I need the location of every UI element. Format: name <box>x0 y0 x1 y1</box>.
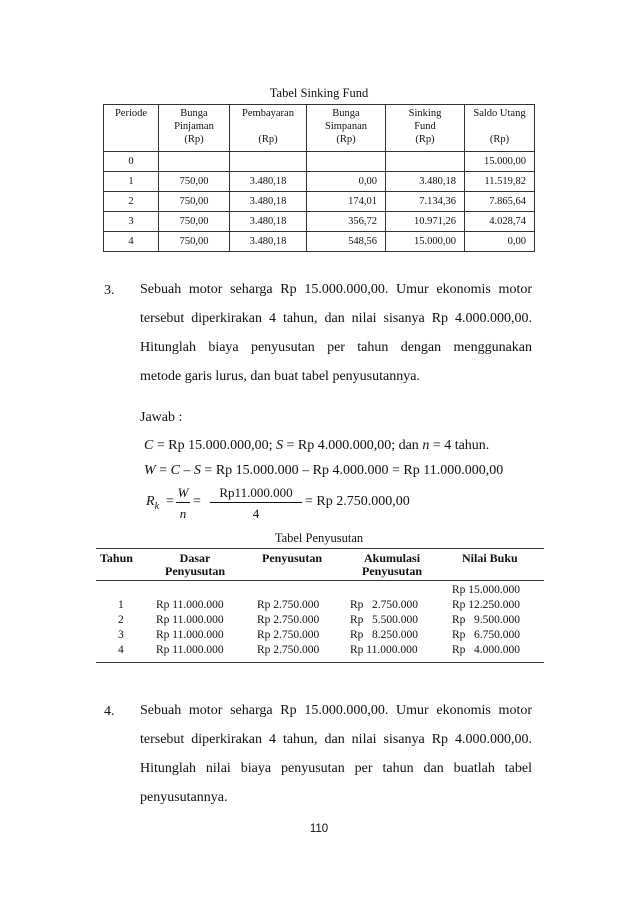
table-cell: 15.000,00 <box>386 232 465 252</box>
header-saldo-utang: Saldo Utang (Rp) <box>465 105 535 152</box>
table-cell: 10.971,26 <box>386 212 465 232</box>
frac2-numerator: Rp11.000.000 <box>219 485 293 500</box>
table-cell: 174,01 <box>307 192 386 212</box>
table-cell: 548,56 <box>307 232 386 252</box>
cell-dasar: Rp 11.000.000 <box>156 599 224 611</box>
header-akumulasi: Akumulasi Penyusutan <box>362 551 423 578</box>
fraction-bar <box>210 502 302 503</box>
table-row <box>104 232 535 252</box>
cell-penyusutan: Rp 2.750.000 <box>257 599 320 611</box>
header-dasar: Dasar Penyusutan <box>165 551 226 578</box>
cell-tahun: 2 <box>118 614 124 626</box>
cell-akumulasi: Rp 5.500.000 <box>350 614 419 626</box>
problem-4-line: Hitunglah nilai biaya penyusutan per tahun dan buatlah tabel <box>140 761 532 776</box>
table-cell: 3.480,18 <box>230 172 307 192</box>
table-bottom-rule <box>96 662 544 663</box>
table-row <box>104 152 535 172</box>
cell-tahun: 3 <box>118 629 124 641</box>
problem-4-text <box>140 696 532 812</box>
table-cell: 0 <box>104 152 159 172</box>
table-cell <box>307 152 386 172</box>
fraction-bar <box>176 502 190 503</box>
frac1-numerator: W <box>177 485 189 500</box>
problem-4-line: tersebut diperkirakan 4 tahun, dan nilai sisanya Rp 4.000.000,00. <box>140 732 532 747</box>
cell-tahun: 4 <box>118 644 124 656</box>
header-bunga-simpanan: Bunga Simpanan (Rp) <box>307 105 386 152</box>
table-row <box>104 192 535 212</box>
cell-akumulasi: Rp 2.750.000 <box>350 599 419 611</box>
problem-3-line: metode garis lurus, dan buat tabel penyusutannya. <box>140 369 420 384</box>
table-cell: 2 <box>104 192 159 212</box>
table-cell: 4 <box>104 232 159 252</box>
given-values-line: C = Rp 15.000.000,00; S = Rp 4.000.000,00; dan n = 4 tahun. <box>144 438 490 453</box>
cell-dasar: Rp 11.000.000 <box>156 614 224 626</box>
header-bunga-pinjaman: Bunga Pinjaman (Rp) <box>159 105 230 152</box>
depreciation-table-title: Tabel Penyusutan <box>274 531 364 545</box>
cell-tahun: 1 <box>118 599 124 611</box>
table-top-rule <box>96 548 544 549</box>
cell-penyusutan: Rp 2.750.000 <box>257 644 320 656</box>
problem-3-number: 3. <box>104 283 115 298</box>
table-cell: 3.480,18 <box>230 232 307 252</box>
problem-3-text <box>140 275 532 391</box>
table-cell: 750,00 <box>159 172 230 192</box>
depreciation-base-line: W = C – S = Rp 15.000.000 – Rp 4.000.000 = Rp 11.000.000,00 <box>144 463 504 478</box>
table-cell <box>386 152 465 172</box>
frac1-denominator: n <box>179 506 187 521</box>
header-periode: Periode <box>104 105 159 152</box>
header-rule <box>96 580 544 581</box>
table-cell: 750,00 <box>159 232 230 252</box>
answer-label: Jawab : <box>140 410 183 425</box>
cell-akumulasi: Rp 8.250.000 <box>350 629 419 641</box>
table-cell: 3.480,18 <box>386 172 465 192</box>
cell-penyusutan: Rp 2.750.000 <box>257 629 320 641</box>
table-cell <box>159 152 230 172</box>
formula-eq1: = <box>166 494 174 509</box>
table-cell: 4.028,74 <box>465 212 535 232</box>
table-cell: 3 <box>104 212 159 232</box>
table-cell <box>230 152 307 172</box>
problem-3-line: Hitunglah biaya penyusutan per tahun dengan menggunakan <box>140 340 532 355</box>
table-cell: 1 <box>104 172 159 192</box>
table-cell: 356,72 <box>307 212 386 232</box>
initial-book-value: Rp 15.000.000 <box>452 584 521 596</box>
problem-4-number: 4. <box>104 704 115 719</box>
problem-3-line: tersebut diperkirakan 4 tahun, dan nilai sisanya Rp 4.000.000,00. <box>140 311 532 326</box>
table-cell: 750,00 <box>159 212 230 232</box>
table-cell: 15.000,00 <box>465 152 535 172</box>
table-cell: 7.865,64 <box>465 192 535 212</box>
table-cell: 0,00 <box>465 232 535 252</box>
cell-nilai-buku: Rp 12.250.000 <box>452 599 521 611</box>
problem-3-line: Sebuah motor seharga Rp 15.000.000,00. Umur ekonomis motor <box>140 282 532 297</box>
formula-eq2: = <box>193 494 201 509</box>
cell-dasar: Rp 11.000.000 <box>156 629 224 641</box>
table-cell: 3.480,18 <box>230 212 307 232</box>
table-row <box>104 172 535 192</box>
header-pembayaran: Pembayaran (Rp) <box>230 105 307 152</box>
table-cell: 0,00 <box>307 172 386 192</box>
cell-nilai-buku: Rp 9.500.000 <box>452 614 521 626</box>
frac2-denominator: 4 <box>252 506 260 521</box>
cell-dasar: Rp 11.000.000 <box>156 644 224 656</box>
problem-4-line: penyusutannya. <box>140 790 228 805</box>
formula-result: = Rp 2.750.000,00 <box>305 494 410 509</box>
problem-4-line: Sebuah motor seharga Rp 15.000.000,00. Umur ekonomis motor <box>140 703 532 718</box>
sinking-fund-header-row <box>104 105 535 152</box>
cell-nilai-buku: Rp 6.750.000 <box>452 629 521 641</box>
header-tahun: Tahun <box>100 551 133 565</box>
cell-akumulasi: Rp 11.000.000 <box>350 644 418 656</box>
table-cell: 7.134,36 <box>386 192 465 212</box>
page-number: 110 <box>309 823 329 835</box>
cell-penyusutan: Rp 2.750.000 <box>257 614 320 626</box>
header-sinking-fund: Sinking Fund (Rp) <box>386 105 465 152</box>
table-cell: 750,00 <box>159 192 230 212</box>
formula-r: $R_k$ <box>146 494 160 512</box>
table-cell: 11.519,82 <box>465 172 535 192</box>
header-penyusutan: Penyusutan <box>262 551 323 565</box>
cell-nilai-buku: Rp 4.000.000 <box>452 644 521 656</box>
table-row <box>104 212 535 232</box>
sinking-fund-table <box>103 104 535 252</box>
header-nilai-buku: Nilai Buku <box>462 551 518 565</box>
table-cell: 3.480,18 <box>230 192 307 212</box>
sinking-fund-title: Tabel Sinking Fund <box>269 86 369 100</box>
